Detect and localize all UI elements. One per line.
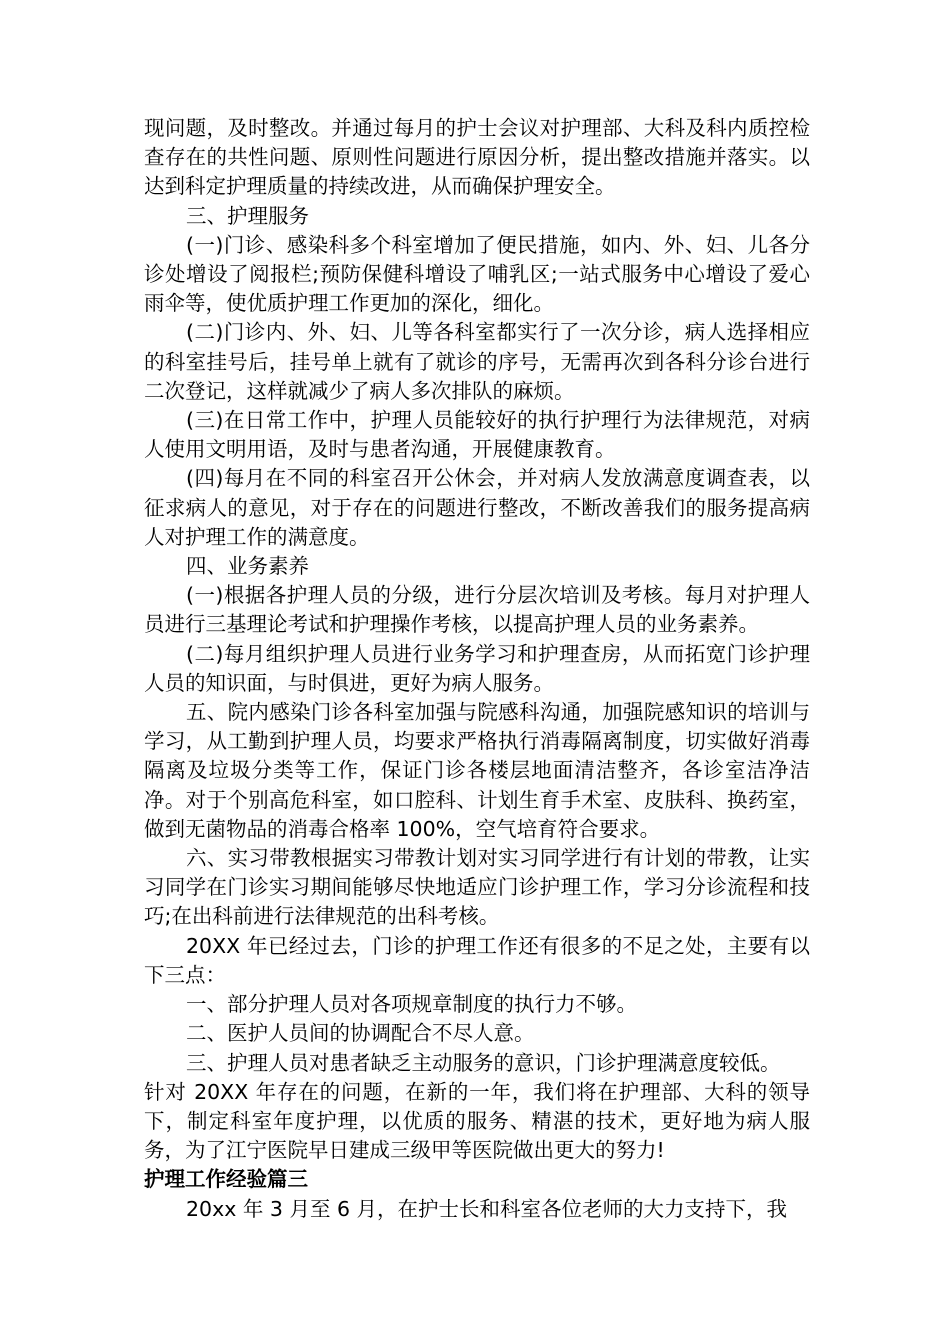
section-title: 护理工作经验篇三: [144, 1167, 308, 1192]
document-page: [144, 114, 810, 1224]
paragraph-internship-teaching: 六、实习带教根据实习带教计划对实习同学进行有计划的带教，让实习同学在门诊实习期间能够尽快地适应门诊护理工作，学习分诊流程和技巧;在出科前进行法律规范的出科考核。: [144, 846, 810, 929]
paragraph-quality-2: (二)每月组织护理人员进行业务学习和护理查房，从而拓宽门诊护理人员的知识面，与时俱进，更好为病人服务。: [144, 641, 810, 695]
paragraph-section-three-start: 20xx 年 3 月至 6 月，在护士长和科室各位老师的大力支持下，我: [186, 1196, 788, 1221]
list-item-shortcoming-2: 二、医护人员间的协调配合不尽人意。: [186, 1021, 535, 1046]
section-heading-professional-quality: 四、业务素养: [186, 554, 309, 579]
paragraph-service-1: (一)门诊、感染科多个科室增加了便民措施，如内、外、妇、儿各分诊处增设了阅报栏;预防保健科增设了哺乳区;一站式服务中心增设了爱心雨伞等，使优质护理工作更加的深化，细化。: [144, 232, 810, 316]
list-item-shortcoming-1: 一、部分护理人员对各项规章制度的执行力不够。: [186, 992, 637, 1017]
paragraph-shortcomings-intro: 20XX 年已经过去，门诊的护理工作还有很多的不足之处，主要有以下三点：: [144, 933, 810, 987]
paragraph-service-4: (四)每月在不同的科室召开公休会，并对病人发放满意度调查表，以征求病人的意见，对于存在的问题进行整改，不断改善我们的服务提高病人对护理工作的满意度。: [144, 466, 810, 549]
paragraph-infection-control: 五、院内感染门诊各科室加强与院感科沟通，加强院感知识的培训与学习，从工勤到护理人员，均要求严格执行消毒隔离制度，切实做好消毒隔离及垃圾分类等工作，保证门诊各楼层地面清洁整齐，各诊室洁净洁净。对于个别高危科室，如口腔科、计划生育手术室、皮肤科、换药室，做到无菌物品的消毒合格率 100%，空气培育符合要求。: [144, 700, 810, 841]
section-heading-nursing-service: 三、护理服务: [186, 203, 309, 228]
paragraph-service-3: (三)在日常工作中，护理人员能较好的执行护理行为法律规范，对病人使用文明用语，及时与患者沟通，开展健康教育。: [144, 408, 810, 462]
paragraph-quality-1: (一)根据各护理人员的分级，进行分层次培训及考核。每月对护理人员进行三基理论考试和护理操作考核，以提高护理人员的业务素养。: [144, 583, 810, 637]
list-item-shortcoming-3: 三、护理人员对患者缺乏主动服务的意识，门诊护理满意度较低。: [186, 1050, 781, 1075]
paragraph-intro: 现问题，及时整改。并通过每月的护士会议对护理部、大科及科内质控检查存在的共性问题、原则性问题进行原因分析，提出整改措施并落实。以达到科定护理质量的持续改进，从而确保护理安全。: [144, 116, 810, 199]
paragraph-conclusion: 针对 20XX 年存在的问题，在新的一年，我们将在护理部、大科的领导下，制定科室年度护理，以优质的服务、精湛的技术，更好地为病人服务，为了江宁医院早日建成三级甲等医院做出更大的努力!: [144, 1079, 810, 1163]
paragraph-service-2: (二)门诊内、外、妇、儿等各科室都实行了一次分诊，病人选择相应的科室挂号后，挂号单上就有了就诊的序号，无需再次到各科分诊台进行二次登记，这样就减少了病人多次排队的麻烦。: [144, 320, 810, 403]
